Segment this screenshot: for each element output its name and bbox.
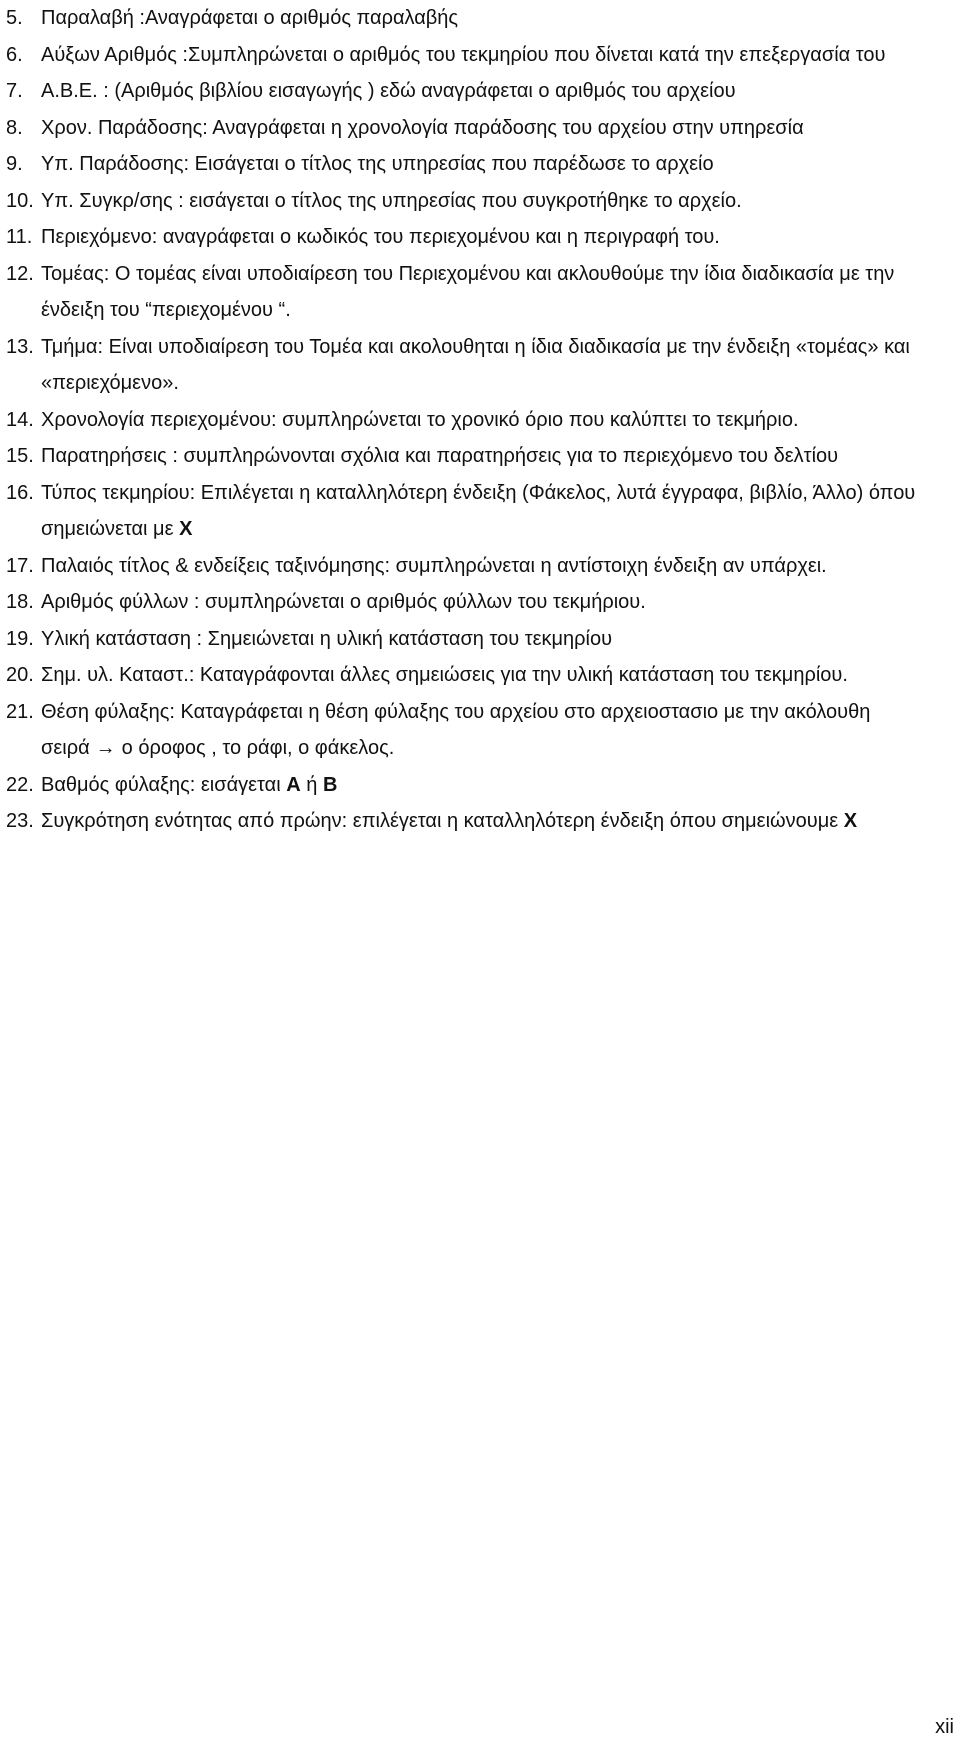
list-item [0,438,950,475]
item-text: Τομέας: Ο τομέας είναι υποδιαίρεση του Περιεχομένου και ακλουθούμε την ίδια διαδικασία με την ένδειξη του “περιεχομένου “. [41,262,895,321]
grade-a: Α [286,773,301,796]
item-text: Α.Β.Ε. : (Αριθμός βιβλίου εισαγωγής ) εδώ αναγράφεται ο αριθμός του αρχείου [41,80,736,102]
item-number: 18. [6,591,34,613]
item-number: 22. [6,773,34,796]
item-text: Υπ. Παράδοσης: Εισάγεται ο τίτλος της υπηρεσίας που παρέδωσε το αρχείο [41,153,714,175]
item-text: Παλαιός τίτλος & ενδείξεις ταξινόμησης: συμπληρώνεται η αντίστοιχη ένδειξη αν υπάρχει. [41,554,827,577]
item-text: Τμήμα: Είναι υποδιαίρεση του Τομέα και ακολουθηται η ίδια διαδικασία με την ένδειξη «τομέας» και «περιεχόμενο». [41,335,910,394]
item-number: 9. [6,153,23,175]
item-text-continued: ο όροφος , το ράφι, ο φάκελος. [121,737,395,759]
list-item [0,475,950,548]
grade-or: ή [306,773,318,796]
item-text: Θέση φύλαξης: Καταγράφεται η θέση φύλαξης του αρχείου στο αρχειοστασιο με την ακόλουθη σειρά [41,700,871,759]
item-number: 5. [6,7,23,29]
item-number: 17. [6,554,34,577]
list-item [0,0,950,37]
field-descriptions-list [0,0,950,840]
list-item [0,584,950,621]
item-number: 15. [6,445,34,467]
list-item [0,694,950,767]
item-text: Βαθμός φύλαξης: εισάγεται [41,773,281,796]
item-text: Υλική κατάσταση : Σημειώνεται η υλική κατάσταση του τεκμηρίου [41,627,613,650]
item-number: 20. [6,664,34,686]
list-item [0,657,950,694]
list-item [0,146,950,183]
item-number: 19. [6,627,34,650]
item-text: Περιεχόμενο: αναγράφεται ο κωδικός του περιεχομένου και η περιγραφή του. [41,226,720,248]
item-text-wrapper [41,803,950,840]
list-item [0,767,950,804]
item-number: 14. [6,408,34,431]
list-item [0,329,950,402]
arrow-right-icon: → [95,737,116,759]
item-text-wrapper [41,767,950,804]
list-item [0,110,950,147]
item-text: Συγκρότηση ενότητας από πρώην: επιλέγεται η καταλληλότερη ένδειξη όπου σημειώνουμε [41,810,839,832]
list-item [0,803,950,840]
item-text: Υπ. Συγκρ/σης : εισάγεται ο τίτλος της υπηρεσίας που συγκροτήθηκε το αρχείο. [41,189,742,212]
item-text: Τύπος τεκμηρίου: Επιλέγεται η καταλληλότερη ένδειξη (Φάκελος, λυτά έγγραφα, βιβλίο, Άλλο) όπου σημειώνεται με [41,481,916,540]
list-item [0,37,950,74]
item-number: 13. [6,335,34,358]
item-number: 11. [6,226,33,248]
item-text-wrapper [41,694,950,767]
item-number: 6. [6,43,23,66]
item-number: 8. [6,116,23,139]
item-text: Χρονολογία περιεχομένου: συμπληρώνεται το χρονικό όριο που καλύπτει το τεκμήριο. [41,408,799,431]
list-item [0,183,950,220]
list-item [0,219,950,256]
item-text: Αριθμός φύλλων : συμπληρώνεται ο αριθμός φύλλων του τεκμήριου. [41,591,646,613]
list-item [0,73,950,110]
page-number: xii [935,1716,954,1738]
list-item [0,548,950,585]
list-item [0,402,950,439]
grade-b: Β [322,773,338,796]
item-text: Χρον. Παράδοσης: Αναγράφεται η χρονολογία παράδοσης του αρχείου στην υπηρεσία [41,116,804,139]
item-number: 23. [6,810,34,832]
item-number: 10. [6,189,34,212]
item-text: Σημ. υλ. Καταστ.: Καταγράφονται άλλες σημειώσεις για την υλική κατάσταση του τεκμηρίου. [41,664,848,686]
item-number: 12. [6,262,34,285]
item-text: Αύξων Αριθμός :Συμπληρώνεται ο αριθμός του τεκμηρίου που δίνεται κατά την επεξεργασία του [41,43,886,66]
bold-marker: Χ [843,810,858,832]
item-number: 16. [6,481,34,504]
item-text: Παραλαβή :Αναγράφεται ο αριθμός παραλαβής [41,7,459,29]
item-number: 21. [6,700,34,723]
list-item [0,621,950,658]
item-number: 7. [6,80,23,102]
item-text: Παρατηρήσεις : συμπληρώνονται σχόλια και παρατηρήσεις για το περιεχόμενο του δελτίου [41,445,839,467]
item-text-wrapper [41,475,950,548]
bold-marker: Χ [179,518,193,540]
list-item [0,256,950,329]
